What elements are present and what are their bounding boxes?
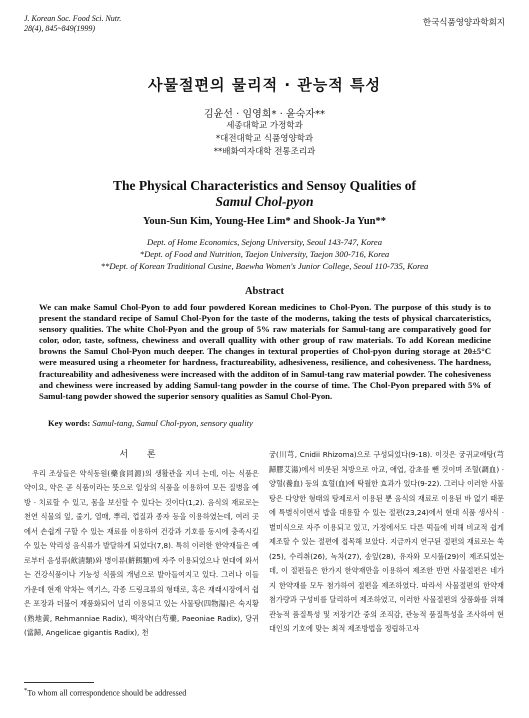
body-paragraph: 궁(川芎, Cnidii Rhizoma)으로 구성되었다(9-18). 이것은 궁귀교애탕(芎歸膠艾湯)에서 비롯된 처방으로 아교, 애엽, 감초를 뺀 것이며 조혈(調血) · 양혈(養血) 등의 효혈(血)에 탁월한 효과가 있다(9-22). 그러나 이러한 사물탕은 다양한 형태의 탕제로서 이용된 뿐 음식의 재료로 이용된 바 없기 때문에 특별식이면서 밥을 대용할 수 있는 절편(23,24)에서 현대 식품 생사식 · 별미식으로 자주 이용되고 있고, 가정에서도 다른 떡들에 비해 비교적 쉽게 제조할 수 있는 절편에 접목해 보았다. 지금까지 연구된 절편의 재료로는 쑥(25), 수리취(26), 녹차(27), 송잎(28), 유자와 모시풀(29)이 제조되었는데, 이 절편들은 한가지 한약재만을 이용하여 제조한 반면 사물절편은 네가지 한약재를 모두 첨가하여 절편을 제조하였다. 따라서 사물절편의 한약재 첨가량과 구성비를 달리하여 제조하였고, 이러한 사물절편의 상품화를 위해 관능적 품질특성 및 저장기간 중의 조직감, 관능적 품질특성을 조사하여 현대인의 기호에 맞는 최적 제조방법을 정립하고자: [269, 450, 504, 633]
journal-volume: 28(4), 845~849(1999): [24, 24, 95, 33]
section-heading: 서 론: [119, 450, 164, 460]
right-column: [269, 448, 504, 637]
abstract-text: We can make Samul Chol-Pyon to add four powdered Korean medicines to Chol-Pyon. The purpose of this study is to present the standard recipe of Samul Chol-Pyon for the taste of the moderns, taking the tests of physical charcateristics, sensory qualities. The white Chol-Pyon and the group of 5% raw materials for Samul-tang are comparatively good for color, odor, taste, softness, chewiness and overall quallity with other group of raw materials. To add Korean medicine browns the Samul Chol-Pyon much deeper. The changes in textural properties of Chol-pyon during storage at 20±5°C were measured using a rheometer for hardness, fractureability, adhesiveness, resilience, and cohesiveness. The hardness, fractureability and adhesiveness were increased with the additon of in Samul-tang raw material powder. The cohesiveness and chewiness were increased by adding Samul-tang powder in the course of time. The Chol-Pyon prepared with 5% of Samul-tang powder showed the superior sensory qualities as Samul Chol-Pyon.: [39, 302, 491, 401]
english-title-line: The Physical Characteristics and Sensoy Qualities of: [113, 178, 416, 193]
korean-authors: 김윤선 · 임영희* · 윤숙자**: [203, 109, 325, 120]
abstract-heading: Abstract: [244, 286, 285, 297]
keywords-text: Samul-tang, Samul Chol-pyon, sensory quality: [92, 418, 253, 428]
english-affiliation: Dept. of Home Economics, Sejong University, Seoul 143-747, Korea: [146, 237, 382, 247]
keywords: [48, 418, 253, 428]
english-authors: Youn-Sun Kim, Young-Hee Lim* and Shook-Ja Yun**: [142, 216, 387, 227]
journal-name-korean: 한국식품영양과학회지: [422, 17, 505, 27]
journal-citation: [24, 14, 121, 34]
korean-affiliation: *대전대학교 식품영양학과: [215, 134, 314, 144]
english-affiliation: **Dept. of Korean Traditional Cusine, Baewha Women's Junior College, Seoul 110-735, Korea: [100, 261, 429, 271]
keywords-label: Key words:: [48, 418, 91, 428]
korean-affiliations: [0, 120, 529, 159]
footnote-text: To whom all correspondence should be addressed: [27, 688, 187, 698]
english-title-line: Samul Chol-pyon: [215, 194, 314, 209]
korean-title: 사물절편의 물리적 · 관능적 특성: [148, 76, 381, 94]
footnote-rule: [24, 682, 94, 683]
korean-affiliation: **배화여자대학 전통조리과: [213, 147, 316, 157]
english-affiliations: [0, 236, 529, 272]
body-paragraph: 우리 조상들은 약식동원(藥食同源)의 생활관을 지녀 는데, 이는 식품은 약이요, 약은 곧 식품이라는 뜻으로 일상의 식품을 이용하여 모든 질병을 예방 · 치료할 수 있고, 몸을 보신할 수 있다는 것이다(1,2). 음식의 재료로는 천연 식물의 잎, 줄기, 열매, 뿌리, 껍질과 종자 등을 이용하였는데, 여러 곳에서 손쉽게 구할 수 있는 재료를 이용하여 건강과 기호를 동시에 충족시킬 수 있는 약리성 음식류가 발달하게 되었다(7,8). 특히 이러한 한약재들은 예로부터 음성류(飮淸類)와 병이류(餠餌類)에 자주 이용되었으나 현대에 와서는 건강식품이나 기능성 식품의 개념으로 발아들여지고 있다. 그러나 이들 가운데 현재 약차는 엑기스, 각종 드링크류의 형태로, 혹은 재래시장에서 쉽은 포장과 더불어 재품화되어 널리 이용되고 있는 사물탕(四物湯)은 숙지황(熟地黃, Rehmanniae Radix), 백작약(白芍藥, Paeoniae Radix), 당귀(當歸, Angelicae gigantis Radix), 천: [24, 468, 259, 637]
footnote: *To whom all correspondence should be addressed: [24, 687, 187, 698]
left-column: [24, 448, 259, 641]
korean-affiliation: 세종대학교 가정학과: [226, 121, 303, 131]
english-title: [0, 178, 529, 210]
english-affiliation: *Dept. of Food and Nutrition, Taejon University, Taejon 300-716, Korea: [139, 249, 390, 259]
journal-name: J. Korean Soc. Food Sci. Nutr.: [24, 14, 122, 23]
